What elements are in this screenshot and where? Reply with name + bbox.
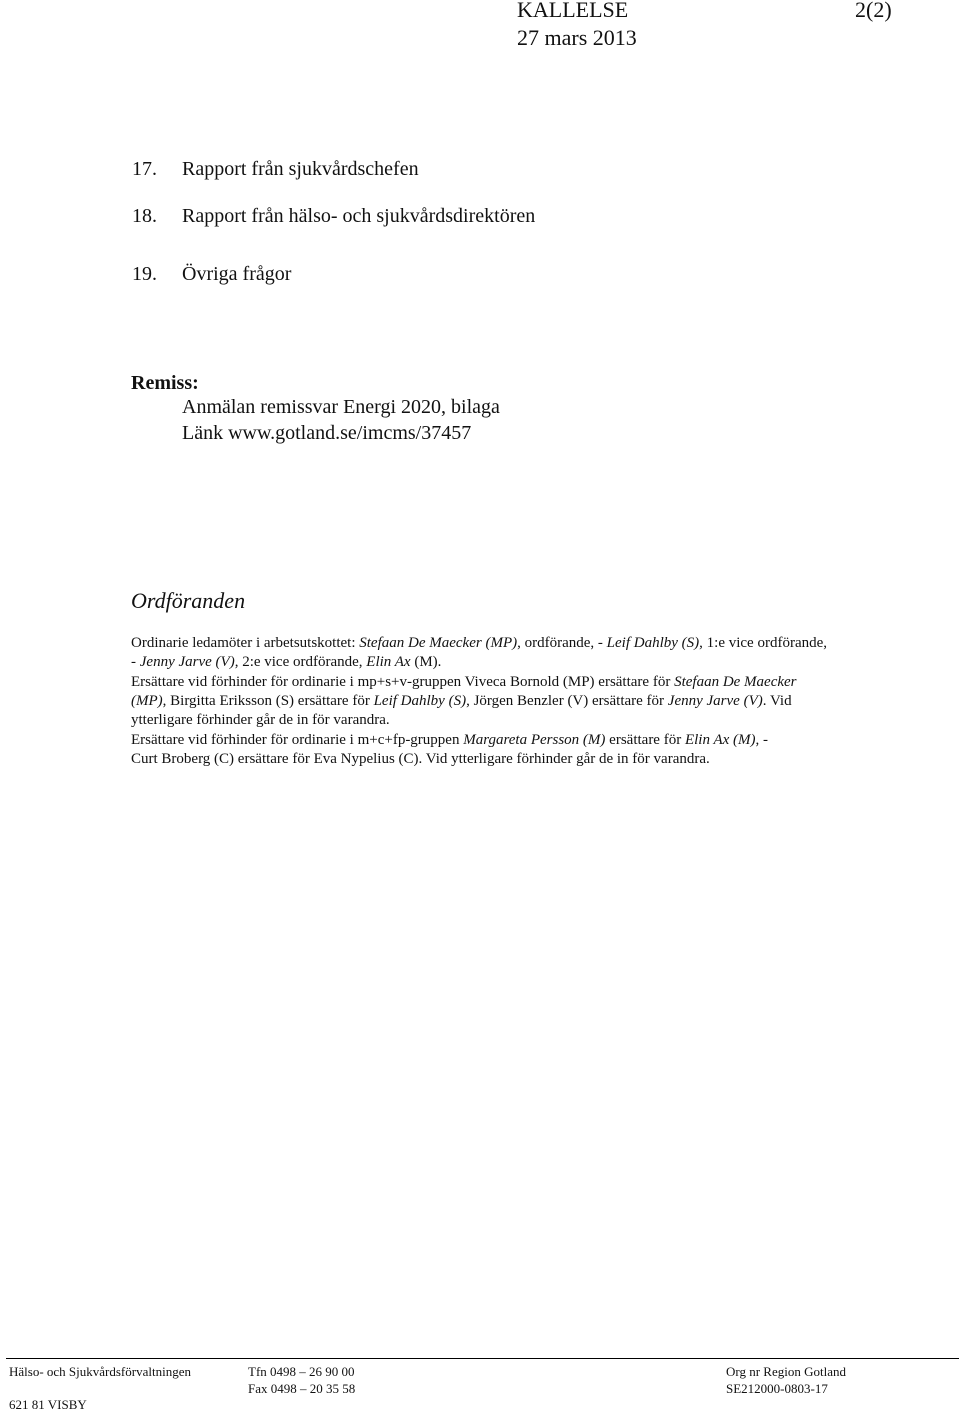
name-run: Margareta Persson (M) — [463, 732, 606, 748]
agenda-item-number: 19. — [132, 263, 157, 285]
name-run: Leif Dahlby (S) — [606, 635, 700, 651]
name-run: Stefaan De Maecker (MP) — [131, 674, 797, 709]
footer-address: 621 81 VISBY — [9, 1397, 87, 1412]
footer-ref: SE212000-0803-17 — [726, 1381, 828, 1396]
text-run: , ordförande, - — [517, 635, 607, 651]
agenda-item — [0, 158, 960, 184]
footer-phone: Tfn 0498 – 26 90 00 — [248, 1364, 355, 1379]
name-run: Elin Ax (M) — [684, 732, 756, 748]
text-run: ersättare för — [605, 732, 685, 748]
ersattare-paragraph-2 — [131, 731, 796, 769]
text-run: . Vid ytterligare förhinder går de in för varandra. — [131, 693, 792, 728]
section-heading: Ordföranden — [131, 588, 246, 613]
name-run: Leif Dahlby (S) — [373, 693, 467, 709]
text-run: , - Curt Broberg (C) ersättare för Eva Nypelius (C). Vid ytterligare förhinder går de in för varandra. — [131, 732, 769, 767]
text-run: Ersättare vid förhinder för ordinarie i mp+s+v-gruppen Viveca Bornold (MP) ersättare för — [131, 674, 675, 690]
footer-fax: Fax 0498 – 20 35 58 — [248, 1381, 356, 1396]
text-run: , Birgitta Eriksson (S) ersättare för — [162, 693, 374, 709]
text-run: (M). — [410, 654, 442, 670]
page-number: 2(2) — [855, 0, 892, 22]
agenda-item-text: Övriga frågor — [182, 263, 292, 285]
document-date: 27 mars 2013 — [517, 25, 637, 50]
text-run: , Jörgen Benzler (V) ersättare för — [466, 693, 668, 709]
footer-orgnr: Org nr Region Gotland — [726, 1364, 846, 1379]
document-title: KALLELSE — [517, 0, 629, 22]
agenda-item-text: Rapport från hälso- och sjukvårdsdirektören — [182, 205, 536, 227]
text-run: , 1:e vice ordförande, - — [131, 635, 828, 670]
remiss-link-line — [182, 422, 471, 445]
name-run: Jenny Jarve (V) — [667, 693, 763, 709]
agenda-item — [0, 205, 960, 231]
text-run: Ordinarie ledamöter i arbetsutskottet: — [131, 635, 360, 651]
footer-org: Hälso- och Sjukvårdsförvaltningen — [9, 1364, 191, 1379]
text-run: Ersättare vid förhinder för ordinarie i m+c+fp-gruppen — [131, 732, 464, 748]
text-run: , 2:e vice ordförande, — [234, 654, 367, 670]
agenda-item-number: 18. — [132, 205, 157, 227]
footer-divider — [6, 1358, 959, 1359]
agenda-item-text: Rapport från sjukvårdschefen — [182, 158, 419, 180]
ersattare-paragraph-1 — [131, 673, 831, 730]
name-run: Stefaan De Maecker (MP) — [359, 635, 518, 651]
remiss-label: Remiss: — [131, 372, 199, 394]
remiss-link-prefix: Länk — [182, 422, 229, 444]
agenda-item-number: 17. — [132, 158, 157, 180]
ordinarie-paragraph — [131, 634, 831, 672]
agenda-item — [0, 263, 960, 289]
remiss-description: Anmälan remissvar Energi 2020, bilaga — [182, 396, 500, 418]
name-run: Jenny Jarve (V) — [139, 654, 235, 670]
name-run: Elin Ax — [366, 654, 411, 670]
remiss-link[interactable]: www.gotland.se/imcms/37457 — [228, 422, 472, 444]
